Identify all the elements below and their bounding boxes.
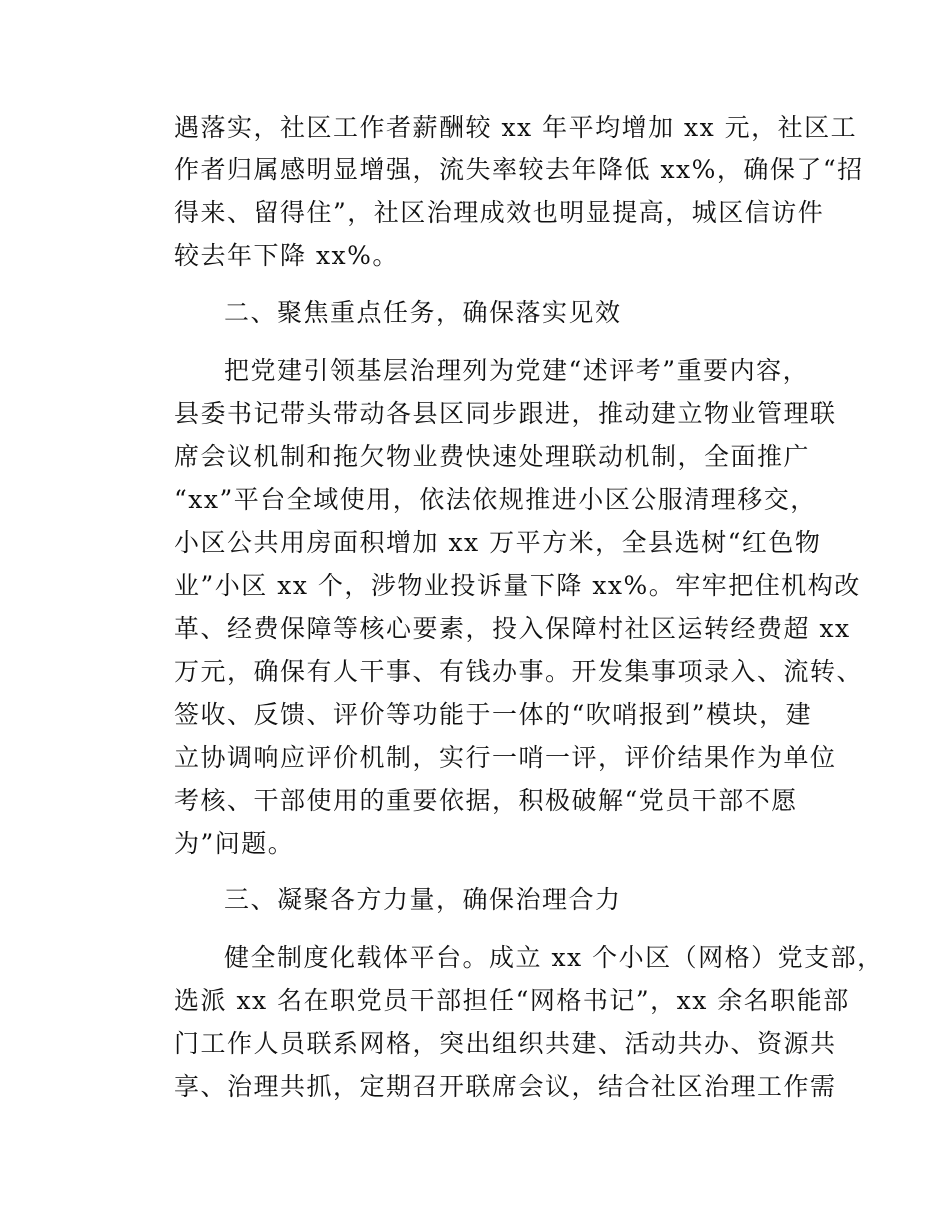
text-line: 作者归属感明显增强，流失率较去年降低 xx%，确保了“招 bbox=[174, 155, 864, 184]
text-line: 小区公共用房面积增加 xx 万平方米，全县选树“红色物 bbox=[174, 528, 822, 557]
text-line: 选派 xx 名在职党员干部担任“网格书记”，xx 余名职能部 bbox=[174, 986, 850, 1015]
text-line: 席会议机制和拖欠物业费快速处理联动机制，全面推广 bbox=[174, 442, 811, 471]
text-line: 签收、反馈、评价等功能于一体的“吹哨报到”模块，建 bbox=[174, 700, 813, 729]
section-heading: 三、凝聚各方力量，确保治理合力 bbox=[224, 885, 622, 914]
text-line: 得来、留得住”，社区治理成效也明显提高，城区信访件 bbox=[174, 198, 825, 227]
text-line: 立协调响应评价机制，实行一哨一评，评价结果作为单位 bbox=[174, 743, 837, 772]
text-line: 健全制度化载体平台。成立 xx 个小区（网格）党支部， bbox=[224, 943, 884, 972]
text-line: 把党建引领基层治理列为党建“述评考”重要内容， bbox=[224, 356, 810, 385]
text-line: 为”问题。 bbox=[174, 829, 295, 858]
text-line: 遇落实，社区工作者薪酬较 xx 年平均增加 xx 元，社区工 bbox=[174, 113, 858, 142]
text-line: “xx”平台全域使用，依法依规推进小区公服清理移交， bbox=[174, 485, 817, 514]
text-line: 享、治理共抓，定期召开联席会议，结合社区治理工作需 bbox=[174, 1072, 837, 1101]
section-heading: 二、聚焦重点任务，确保落实见效 bbox=[224, 298, 622, 327]
text-line: 县委书记带头带动各县区同步跟进，推动建立物业管理联 bbox=[174, 399, 837, 428]
text-line: 考核、干部使用的重要依据，积极破解“党员干部不愿 bbox=[174, 786, 798, 815]
text-line: 革、经费保障等核心要素，投入保障村社区运转经费超 xx bbox=[174, 614, 851, 643]
text-line: 业”小区 xx 个，涉物业投诉量下降 xx%。牢牢把住机构改 bbox=[174, 571, 861, 600]
text-line: 门工作人员联系网格，突出组织共建、活动共办、资源共 bbox=[174, 1029, 837, 1058]
text-line: 较去年下降 xx%。 bbox=[174, 241, 399, 270]
text-line: 万元，确保有人干事、有钱办事。开发集事项录入、流转、 bbox=[174, 657, 864, 686]
